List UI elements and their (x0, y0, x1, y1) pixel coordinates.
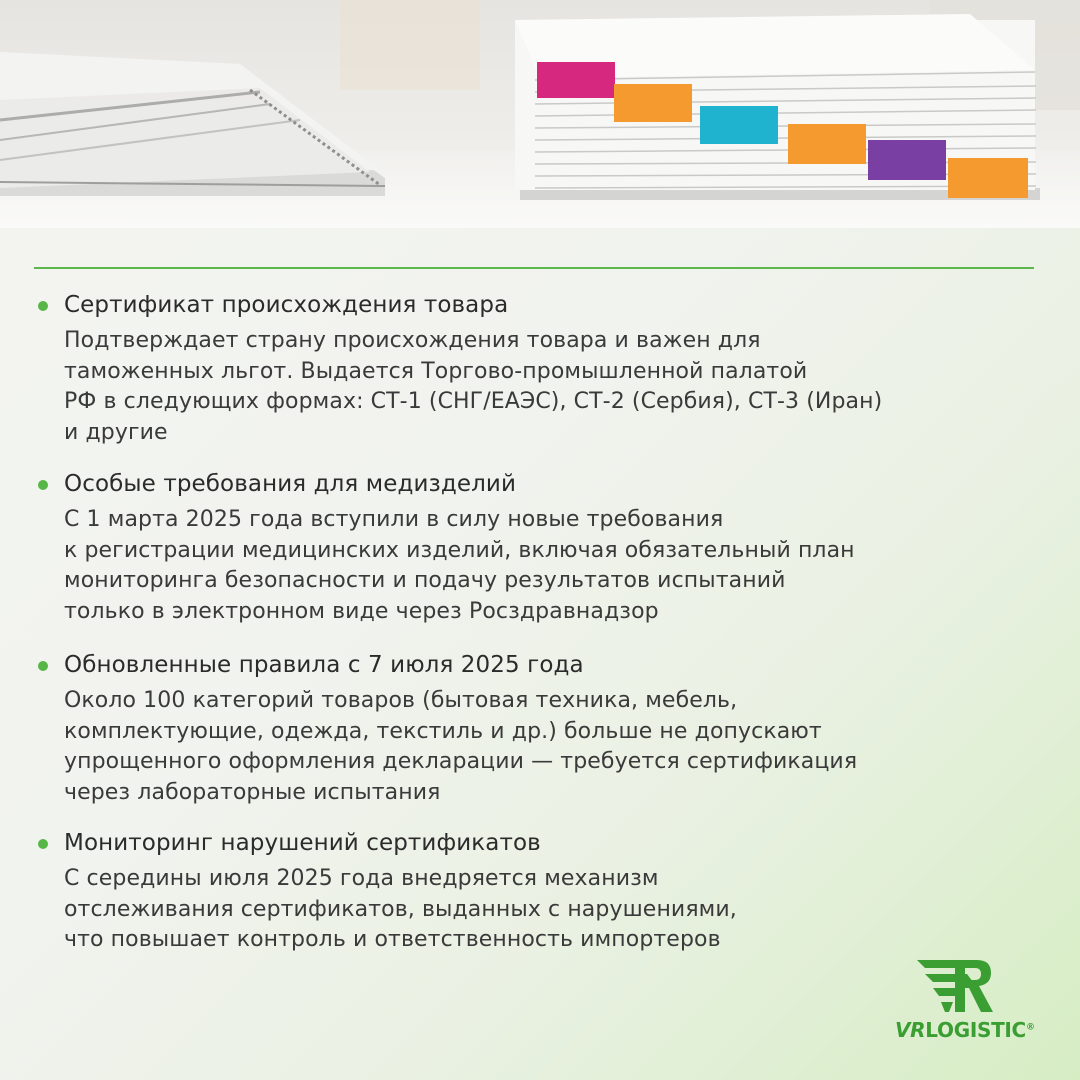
body-line: через лабораторные испытания (64, 779, 441, 805)
bullet-dot-icon (38, 480, 48, 490)
header-photo (0, 0, 1080, 228)
section-body (64, 505, 1004, 627)
bullet-dot-icon (38, 661, 48, 671)
tab-cyan (700, 106, 778, 144)
tab-orange-3 (948, 158, 1028, 198)
section-body (64, 864, 1004, 956)
section-title: Мониторинг нарушений сертификатов (64, 830, 541, 856)
logo-wordmark: VRLOGISTIC® (895, 1018, 1035, 1042)
tab-purple (868, 140, 946, 180)
section-title: Сертификат происхождения товара (64, 292, 509, 318)
tab-orange-2 (788, 124, 866, 164)
body-line: РФ в следующих формах: СТ-1 (СНГ/ЕАЭС), СТ-2 (Сербия), СТ-3 (Иран) (64, 389, 883, 414)
section-body (64, 686, 1004, 808)
vrlogistic-logo (895, 958, 1045, 1048)
body-line: и другие (64, 419, 168, 445)
body-line: только в электронном виде через Росздравнадзор (64, 598, 659, 624)
body-line: что повышает контроль и ответственность импортеров (64, 927, 721, 952)
body-line: Подтверждает страну происхождения товара и важен для (64, 328, 761, 353)
bullet-dot-icon (38, 301, 48, 311)
section-title: Особые требования для медизделий (64, 471, 516, 497)
body-line: С 1 марта 2025 года вступили в силу новые требования (64, 507, 724, 532)
body-line: отслеживания сертификатов, выданных с нарушениями, (64, 896, 737, 922)
tab-magenta (537, 62, 615, 98)
body-line: мониторинга безопасности и подачу результатов испытаний (64, 568, 786, 593)
top-divider (34, 267, 1034, 269)
tab-orange-1 (614, 84, 692, 122)
body-line: таможенных льгот. Выдается Торгово-промышленной палатой (64, 358, 808, 384)
body-line: комплектующие, одежда, текстиль и др.) больше не допускают (64, 718, 822, 744)
body-line: С середины июля 2025 года внедряется механизм (64, 866, 659, 891)
body-line: к регистрации медицинских изделий, включая обязательный план (64, 537, 855, 563)
bullet-dot-icon (38, 839, 48, 849)
section-title: Обновленные правила с 7 июля 2025 года (64, 652, 584, 678)
paper-stack-illustration (0, 0, 1080, 228)
vrlogistic-logo-icon (915, 958, 995, 1014)
paper-stack (515, 14, 1040, 200)
section-body (64, 326, 1004, 448)
body-line: упрощенного оформления декларации — требуется сертификация (64, 749, 858, 774)
body-line: Около 100 категорий товаров (бытовая техника, мебель, (64, 688, 738, 713)
